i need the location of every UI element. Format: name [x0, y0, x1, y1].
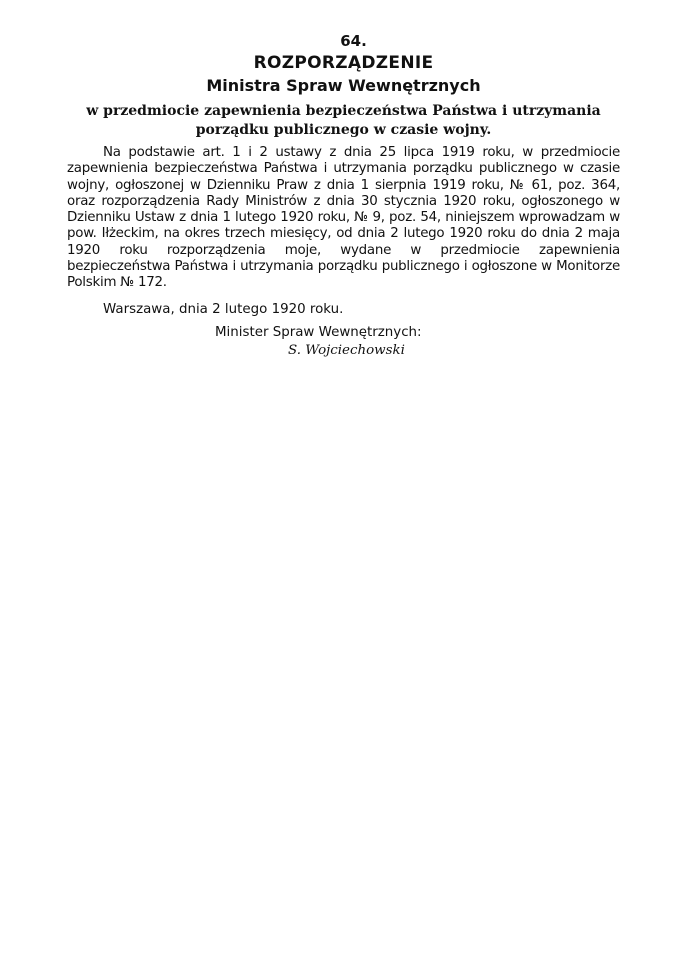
subject-line-1: w przedmiocie zapewnienia bezpieczeństwa Państwa i utrzymania	[86, 103, 601, 119]
document-subtitle: Ministra Spraw Wewnętrznych	[206, 76, 481, 95]
document-title: ROZPORZĄDZENIE	[253, 53, 434, 73]
document-date: Warszawa, dnia 2 lutego 1920 roku.	[103, 301, 344, 317]
document-number: 64.	[340, 32, 367, 50]
document-page	[67, 30, 620, 360]
signer-role: Minister Spraw Wewnętrznych:	[215, 324, 422, 340]
signer-name: S. Wojciechowski	[288, 342, 405, 358]
document-subject	[67, 102, 620, 139]
document-body: Na podstawie art. 1 i 2 ustawy z dnia 25 lipca 1919 roku, w przedmiocie zapewnienia bezpieczeństwa Państwa i utrzymania porządku publicznego w czasie wojny, ogłoszonej w Dzienniku Praw z dnia 1 sierpnia 1919 roku, № 61, poz. 364, oraz rozporządzenia Rady Ministrów z dnia 30 stycznia 1920 roku, ogłoszonego w Dzienniku Ustaw z dnia 1 lutego 1920 roku, № 9, poz. 54, niniejszem wprowadzam w pow. Iłżeckim, na okres trzech miesięcy, od dnia 2 lutego 1920 roku do dnia 2 maja 1920 roku rozporządzenia moje, wydane w przedmiocie zapewnienia bezpieczeństwa Państwa i utrzymania porządku publicznego i ogłoszone w Monitorze Polskim № 172.	[67, 145, 620, 291]
subject-line-2: porządku publicznego w czasie wojny.	[195, 121, 492, 138]
